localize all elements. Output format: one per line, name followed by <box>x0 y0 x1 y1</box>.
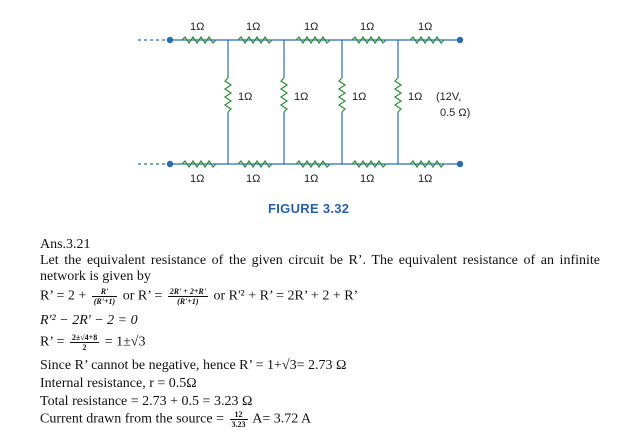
vertical-label-1: 1Ω <box>238 91 253 103</box>
top-label-5: 1Ω <box>418 21 433 33</box>
top-label-3: 1Ω <box>304 21 319 33</box>
top-resistor-3 <box>296 37 330 43</box>
vertical-resistor-4 <box>395 78 401 112</box>
eq1-frac1-num: R' <box>92 287 117 297</box>
bottom-resistor-4 <box>352 161 386 167</box>
line-total-resistance: Total resistance = 2.73 + 0.5 = 3.23 Ω <box>40 394 253 409</box>
bottom-resistor-1 <box>182 161 216 167</box>
circuit-diagram <box>0 0 639 200</box>
figure-caption: FIGURE 3.32 <box>268 201 350 216</box>
eq1-fraction-2 <box>168 287 208 306</box>
eq1-frac2-num: 2R' + 2+R' <box>169 287 206 296</box>
eq3-part-a: R’ = <box>40 334 65 350</box>
eq3-fraction <box>70 333 99 352</box>
line-since: Since R’ cannot be negative, hence R’ = 1+√3= 2.73 Ω <box>40 358 347 373</box>
eq1-frac1-den: (R'+1) <box>93 297 116 306</box>
bottom-label-3: 1Ω <box>304 173 319 185</box>
top-rail <box>170 37 460 43</box>
equation-3 <box>40 333 145 352</box>
top-left-terminal <box>167 37 173 43</box>
current-frac-num: 12 <box>230 410 248 420</box>
source-internal-label: 0.5 Ω) <box>440 107 471 119</box>
top-resistor-2 <box>238 37 272 43</box>
bottom-resistor-5 <box>410 161 444 167</box>
top-label-2: 1Ω <box>246 21 261 33</box>
current-part-b: A= 3.72 A <box>252 411 312 427</box>
eq3-frac-num: 2±√4+8 <box>71 333 98 342</box>
bottom-left-terminal <box>167 161 173 167</box>
vertical-label-3: 1Ω <box>352 91 367 103</box>
bottom-label-1: 1Ω <box>190 173 205 185</box>
top-resistor-5 <box>410 37 444 43</box>
vertical-resistor-2 <box>281 78 287 112</box>
vertical-label-4: 1Ω <box>408 91 423 103</box>
answer-heading: Ans.3.21 <box>40 237 91 252</box>
bottom-label-5: 1Ω <box>418 173 433 185</box>
eq1-fraction-1 <box>92 287 117 306</box>
answer-intro: Let the equivalent resistance of the given circuit be R’. The equivalent resistance of an infinite network is given by <box>40 253 600 284</box>
eq1-part-a: R’ = 2 + <box>40 288 87 304</box>
top-resistor-1 <box>182 37 216 43</box>
bottom-right-terminal <box>457 161 463 167</box>
eq3-part-b: = 1±√3 <box>104 334 146 350</box>
equation-2: R'² − 2R' − 2 = 0 <box>40 313 138 328</box>
equation-1 <box>40 287 358 306</box>
vertical-label-2: 1Ω <box>294 91 309 103</box>
vertical-resistor-3 <box>339 78 345 112</box>
eq3-frac-den: 2 <box>82 343 87 352</box>
bottom-rail <box>170 161 460 167</box>
source-label: (12V, <box>436 91 462 103</box>
vertical-resistor-1 <box>225 78 231 112</box>
current-fraction <box>230 410 248 429</box>
eq1-frac2-den: (R'+1) <box>177 297 199 306</box>
bottom-resistor-3 <box>296 161 330 167</box>
top-right-terminal <box>457 37 463 43</box>
current-part-a: Current drawn from the source = <box>40 411 225 427</box>
eq1-part-b: or R’ = <box>122 288 163 304</box>
top-label-1: 1Ω <box>190 21 205 33</box>
bottom-label-4: 1Ω <box>360 173 375 185</box>
bottom-resistor-2 <box>238 161 272 167</box>
top-label-4: 1Ω <box>360 21 375 33</box>
line-current <box>40 410 311 429</box>
top-resistor-4 <box>352 37 386 43</box>
current-frac-den: 3.23 <box>231 420 246 429</box>
eq1-part-c: or R'² + R’ = 2R’ + 2 + R’ <box>213 288 359 304</box>
bottom-label-2: 1Ω <box>246 173 261 185</box>
line-internal-resistance: Internal resistance, r = 0.5Ω <box>40 376 197 391</box>
